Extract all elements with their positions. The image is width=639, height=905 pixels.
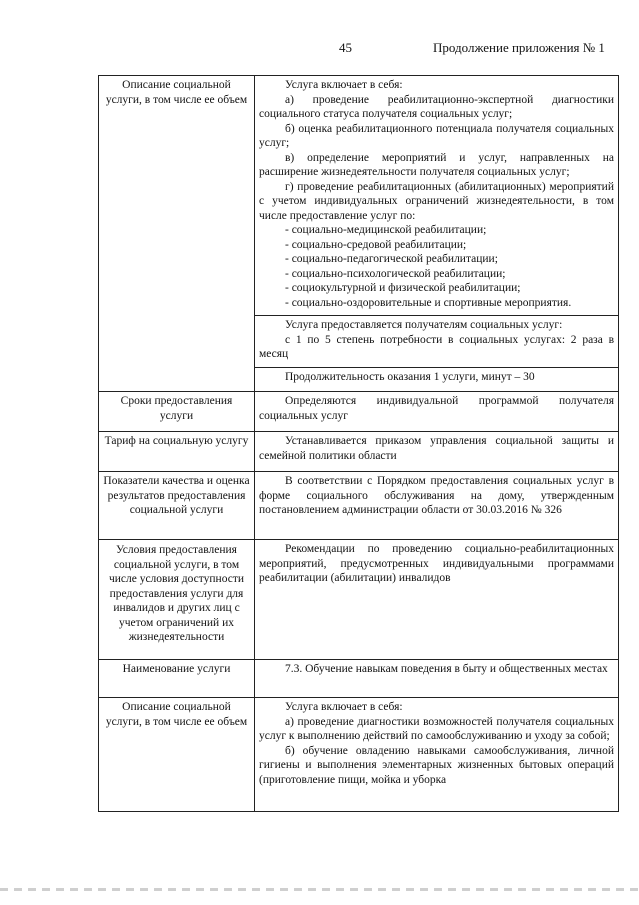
sub-list-item: - социально-оздоровительные и спортивные мероприятия.	[285, 296, 572, 309]
list-item: б) оценка реабилитационного потенциала получателя социальных услуг;	[259, 122, 614, 149]
list-item: б) обучение овладению навыками самообслуживания, личной гигиены и выполнения элементарных жизненных бытовых операций (приготовление пищи, мойка и уборка	[259, 744, 614, 786]
row-content-service-name	[255, 660, 619, 698]
row-content-deadlines	[255, 392, 619, 432]
duration-text: Продолжительность оказания 1 услуги, минут – 30	[285, 371, 535, 383]
service-table	[98, 75, 619, 812]
includes-intro: Услуга включает в себя:	[285, 79, 403, 91]
table-row	[99, 698, 619, 812]
frequency-text: с 1 по 5 степень потребности в социальных услугах: 2 раза в месяц	[259, 333, 614, 360]
row-label-description: Описание социальной услуги, в том числе ее объем	[99, 76, 255, 392]
service-name-text: 7.3. Обучение навыкам поведения в быту и общественных местах	[285, 663, 608, 675]
list-item: в) определение мероприятий и услуг, направленных на расширение жизнедеятельности получателя социальных услуг;	[259, 151, 614, 178]
table-row	[99, 392, 619, 432]
conditions-text: Рекомендации по проведению социально-реабилитационных мероприятий, предусмотренных индивидуальными программами реабилитации (абилитации) инвалидов	[259, 543, 614, 584]
row-label-tariff: Тариф на социальную услугу	[99, 432, 255, 472]
sub-list-item: - социокультурной и физической реабилитации;	[285, 282, 521, 294]
frequency-intro: Услуга предоставляется получателям социальных услуг:	[285, 319, 563, 331]
table-row	[99, 432, 619, 472]
row-content-quality	[255, 472, 619, 540]
appendix-note: Продолжение приложения № 1	[433, 40, 605, 55]
page-number: 45	[339, 40, 352, 55]
tariff-text: Устанавливается приказом управления социальной защиты и семейной политики области	[259, 435, 614, 462]
sub-list-item: - социально-психологической реабилитации;	[285, 267, 506, 280]
deadlines-text: Определяются индивидуальной программой получателя социальных услуг	[259, 395, 614, 422]
description-block-duration	[255, 368, 619, 392]
table-row	[99, 660, 619, 698]
row-content-description-2	[255, 698, 619, 812]
list-item: а) проведение диагностики возможностей получателя социальных услуг к выполнению действий по самообслуживанию и уходу за собой;	[259, 715, 614, 742]
sub-list-item: - социально-педагогической реабилитации;	[285, 253, 498, 265]
table-row	[99, 472, 619, 540]
list-item: г) проведение реабилитационных (абилитационных) мероприятий с учетом индивидуальных ограничений жизнедеятельности, в том числе предоставление услуг по:	[259, 180, 614, 222]
scan-edge-artifact	[0, 888, 639, 891]
includes-intro: Услуга включает в себя:	[285, 701, 403, 713]
table-row	[99, 540, 619, 660]
row-label-service-name: Наименование услуги	[99, 660, 255, 698]
row-label-quality: Показатели качества и оценка результатов предоставления социальной услуги	[99, 472, 255, 540]
row-content-tariff	[255, 432, 619, 472]
description-block-frequency	[255, 316, 619, 368]
sub-list-item: - социально-средовой реабилитации;	[285, 238, 467, 251]
sub-list-item: - социально-медицинской реабилитации;	[285, 224, 487, 236]
row-label-conditions: Условия предоставления социальной услуги, в том числе условия доступности предоставления услуги для инвалидов и других лиц с учетом ограничений их жизнедеятельности	[99, 540, 255, 660]
table-row	[99, 76, 619, 316]
row-label-deadlines: Сроки предоставления услуги	[99, 392, 255, 432]
row-label-description-2: Описание социальной услуги, в том числе ее объем	[99, 698, 255, 812]
quality-text: В соответствии с Порядком предоставления социальных услуг в форме социального обслуживания на дому, утвержденным постановлением администрации области от 30.03.2016 № 326	[259, 475, 614, 516]
description-block-includes	[255, 76, 619, 316]
list-item: а) проведение реабилитационно-экспертной диагностики социального статуса получателя социальных услуг;	[259, 93, 614, 120]
row-content-conditions	[255, 540, 619, 660]
